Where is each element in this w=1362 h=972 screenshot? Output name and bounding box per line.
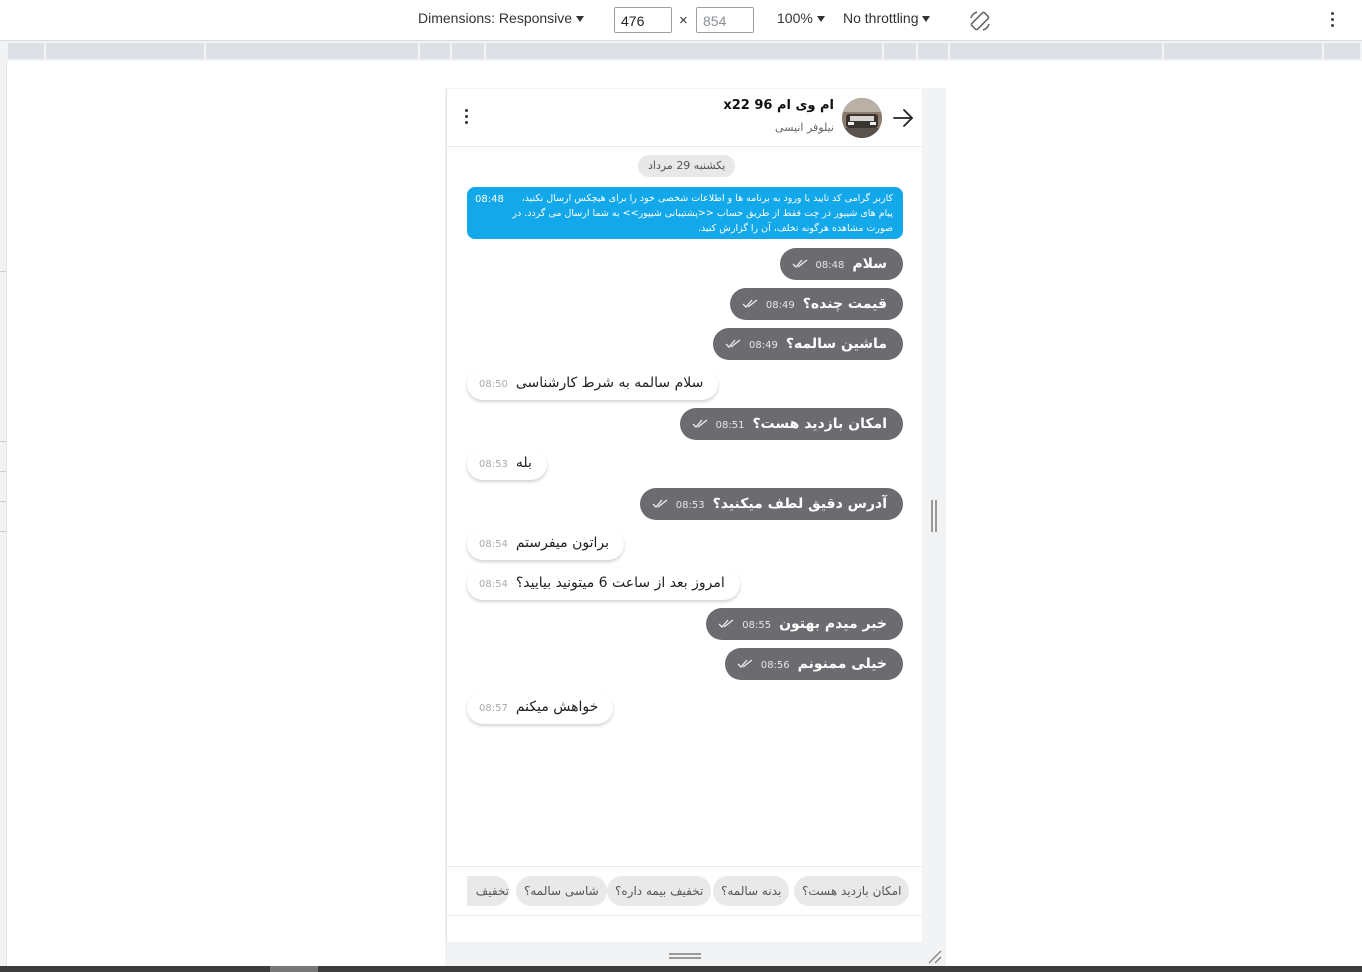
- quick-reply-chip[interactable]: تخفیف: [467, 876, 509, 906]
- kebab-menu-icon[interactable]: [465, 109, 469, 127]
- height-input[interactable]: 854: [696, 7, 754, 33]
- chevron-down-icon: [576, 16, 584, 22]
- throttling-label: No throttling: [843, 10, 919, 26]
- chevron-down-icon: [922, 16, 930, 22]
- message-text: براتون میفرستم: [515, 535, 610, 551]
- message-time: 08:55: [742, 620, 772, 631]
- message-text: قیمت چنده؟: [802, 296, 887, 312]
- back-arrow-icon[interactable]: [892, 107, 914, 129]
- message-text: خبر میدم بهتون: [779, 616, 887, 632]
- zoom-label: 100%: [777, 10, 813, 26]
- chevron-down-icon: [817, 16, 825, 22]
- throttling-dropdown[interactable]: [843, 10, 930, 26]
- message-time: 08:48: [815, 260, 845, 271]
- quick-reply-chip[interactable]: تخفیف بیمه داره؟: [607, 876, 711, 906]
- chat-subtitle: نیلوفر انیسی: [775, 121, 834, 134]
- chat-title: ام وی ام 96 x22: [723, 98, 834, 113]
- message-text: بله: [515, 455, 532, 471]
- message-bubble-incoming[interactable]: [467, 692, 613, 724]
- message-bubble-outgoing[interactable]: [640, 488, 903, 520]
- message-bubble-outgoing[interactable]: [713, 328, 903, 360]
- avatar: [842, 98, 882, 138]
- message-text: سلام سالمه به شرط کارشناسی: [515, 375, 704, 391]
- system-message-text: کاربر گرامی کد تایید یا ورود به برنامه ها و اطلاعات شخصی خود را برای هیچکس ارسال نکنید، پیام های شیپور در چت فقط از طریق حساب <<پشتیبانی شیپور>> به شما ارسال می گردد. در صورت مشاهده هرگونه تخلف، آن را گزارش کنید.: [512, 193, 893, 234]
- resize-handle-bottom[interactable]: [669, 953, 701, 959]
- message-bubble-outgoing[interactable]: [680, 408, 903, 440]
- system-message: [467, 187, 903, 239]
- message-time: 08:53: [479, 459, 508, 470]
- message-bubble-outgoing[interactable]: [780, 248, 904, 280]
- width-input[interactable]: 476: [614, 7, 672, 33]
- message-text: امکان بازدید هست؟: [752, 416, 887, 432]
- resize-handle-right[interactable]: [931, 500, 937, 532]
- date-pill: یکشنبه 29 مرداد: [638, 155, 735, 177]
- message-time: 08:50: [479, 379, 508, 390]
- message-time: 08:53: [675, 500, 705, 511]
- message-time: 08:51: [715, 420, 745, 431]
- message-time: 08:49: [749, 340, 778, 351]
- double-check-icon: [692, 419, 708, 429]
- message-bubble-incoming[interactable]: [467, 568, 740, 600]
- message-bubble-outgoing[interactable]: [725, 648, 903, 680]
- message-text: خواهش میکنم: [515, 699, 599, 715]
- double-check-icon: [742, 299, 758, 309]
- message-text: امروز بعد از ساعت 6 میتونید بیایید؟: [515, 575, 725, 591]
- message-bubble-incoming[interactable]: [467, 368, 718, 400]
- left-gutter: [0, 61, 7, 966]
- message-text: خیلی ممنونم: [797, 656, 887, 672]
- double-check-icon: [652, 499, 668, 509]
- dimensions-label: Dimensions: Responsive: [418, 10, 573, 26]
- message-time: 08:48: [475, 194, 504, 205]
- message-time: 08:57: [479, 703, 508, 714]
- times-sign: ×: [679, 12, 688, 29]
- message-bubble-outgoing[interactable]: [730, 288, 903, 320]
- double-check-icon: [792, 259, 808, 269]
- message-time: 08:49: [765, 300, 795, 311]
- message-time: 08:54: [479, 539, 508, 550]
- message-text: آدرس دقیق لطف میکنید؟: [712, 496, 887, 512]
- quick-reply-chip[interactable]: شاسی سالمه؟: [516, 876, 607, 906]
- message-time: 08:54: [479, 579, 508, 590]
- message-bubble-incoming[interactable]: [467, 448, 547, 480]
- quick-reply-chip[interactable]: امکان بازدید هست؟: [794, 876, 909, 906]
- chat-header: [447, 89, 922, 147]
- device-viewport: [446, 89, 922, 942]
- kebab-menu-icon[interactable]: [1330, 12, 1336, 30]
- quick-reply-chip[interactable]: بدنه سالمه؟: [713, 876, 789, 906]
- resize-corner-icon[interactable]: [926, 948, 942, 964]
- dimensions-dropdown[interactable]: [418, 10, 584, 26]
- double-check-icon: [718, 619, 734, 629]
- message-bubble-incoming[interactable]: [467, 528, 624, 560]
- message-time: 08:56: [760, 660, 790, 671]
- rotate-icon[interactable]: [968, 9, 992, 33]
- media-query-ruler: [0, 41, 1362, 61]
- zoom-dropdown[interactable]: [777, 10, 825, 26]
- message-text: سلام: [852, 256, 887, 272]
- quick-reply-bar: [447, 866, 922, 916]
- message-bubble-outgoing[interactable]: [706, 608, 903, 640]
- double-check-icon: [737, 659, 753, 669]
- bottom-bar: [0, 966, 1362, 972]
- devtools-toolbar: [0, 0, 1362, 41]
- message-text: ماشین سالمه؟: [785, 336, 887, 352]
- double-check-icon: [725, 339, 741, 349]
